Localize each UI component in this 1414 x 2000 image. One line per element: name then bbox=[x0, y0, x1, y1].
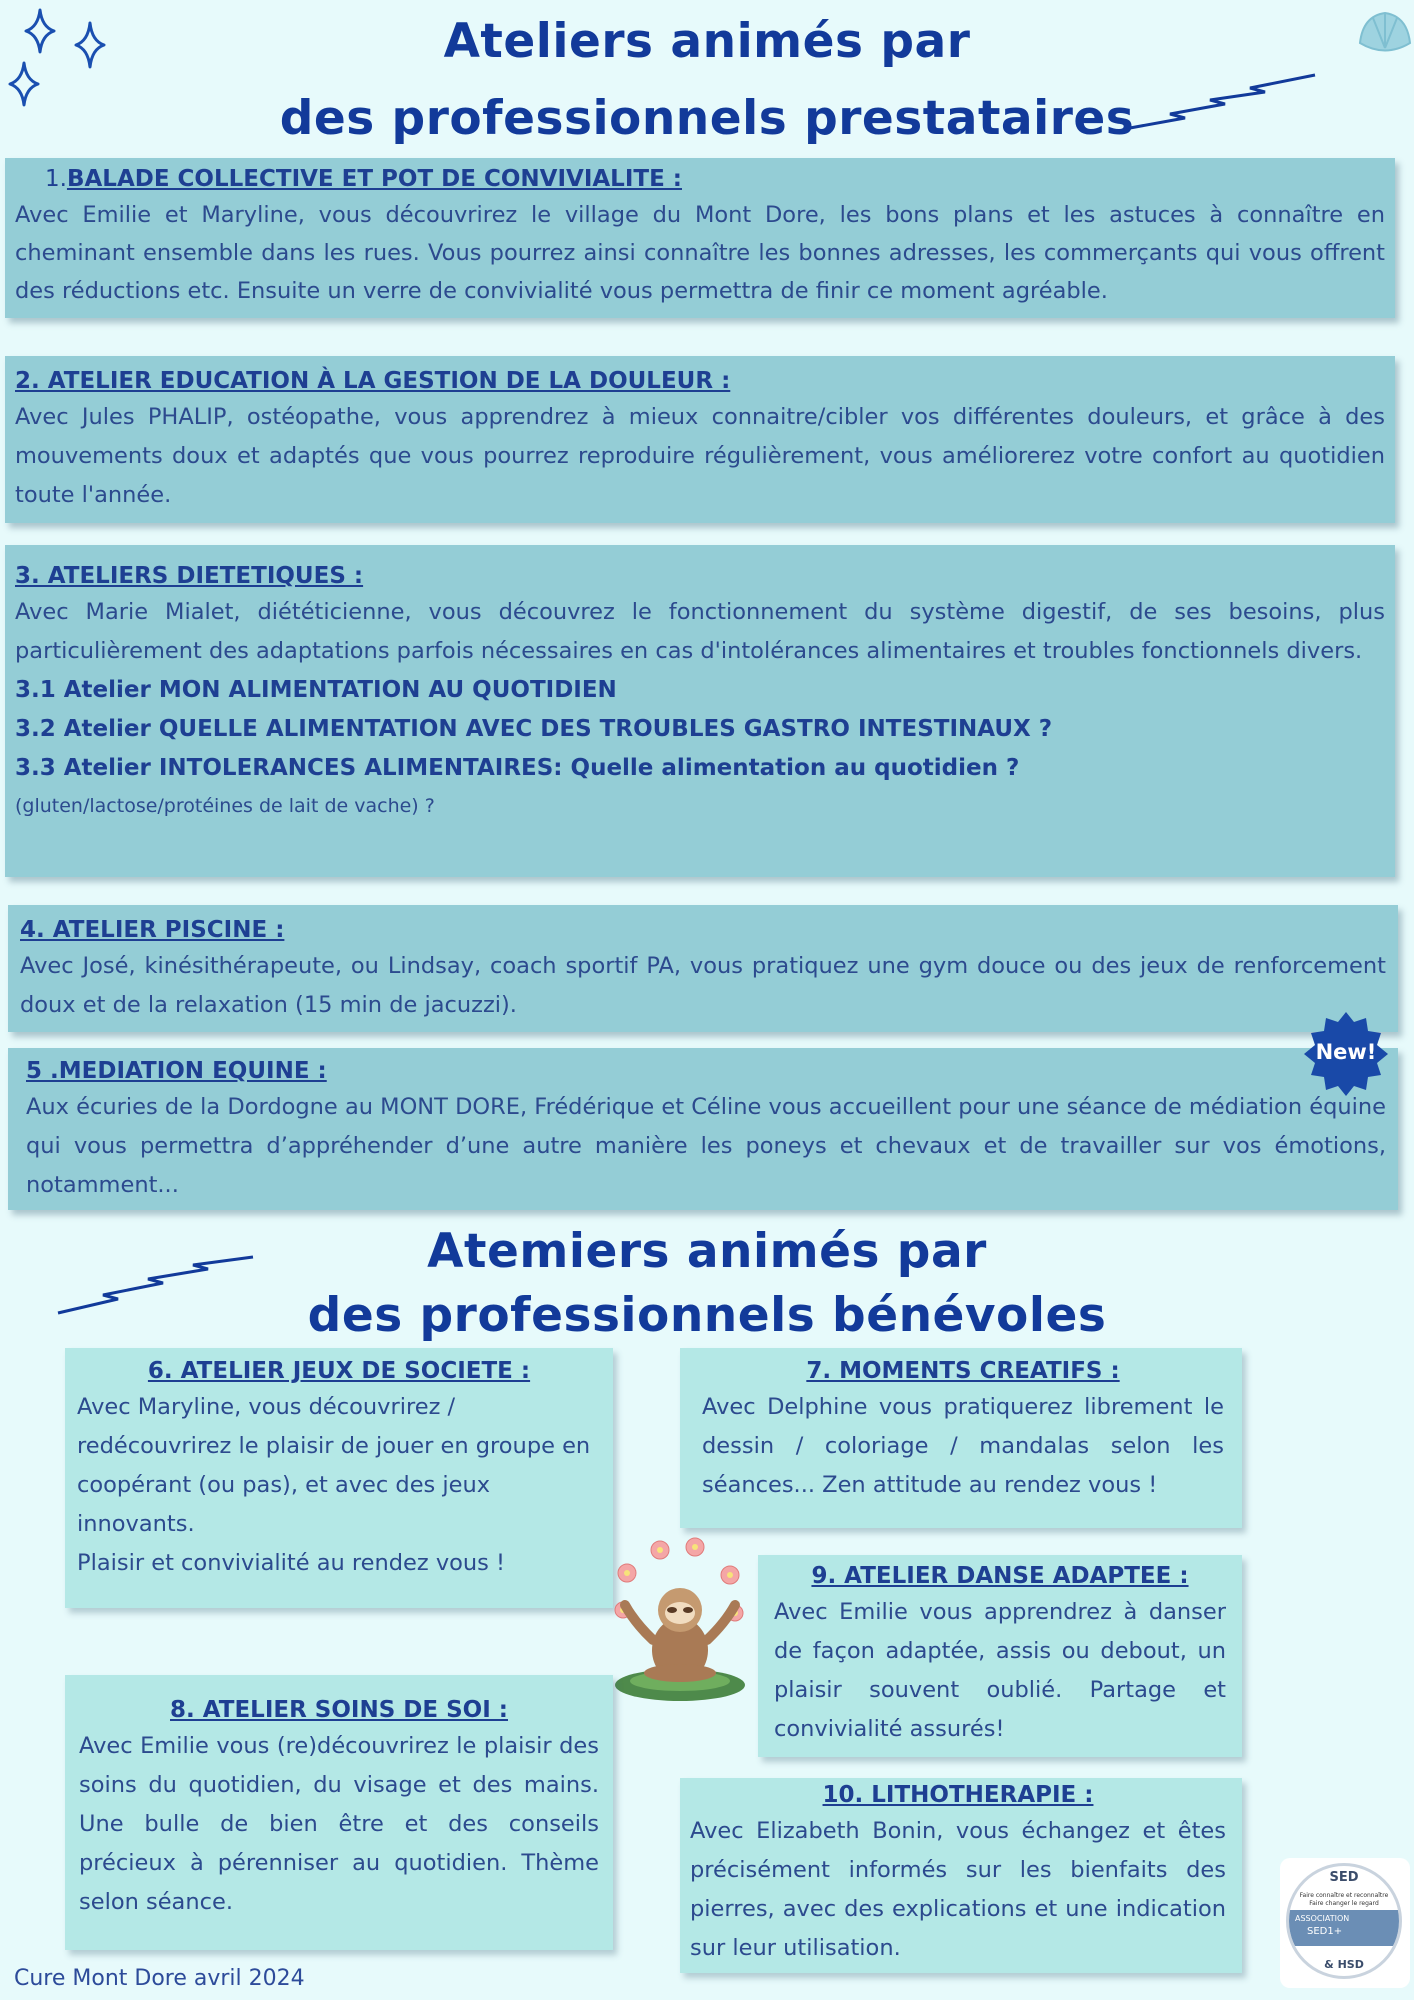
section-equine-heading: 5 .MEDIATION EQUINE : bbox=[26, 1058, 327, 1084]
section-dietetique-note: (gluten/lactose/protéines de lait de vache) ? bbox=[15, 795, 435, 817]
section-balade-heading bbox=[15, 162, 1385, 196]
zigzag-decoration bbox=[1130, 70, 1330, 130]
section-soins-heading: 8. ATELIER SOINS DE SOI : bbox=[170, 1697, 508, 1723]
section-dietetique-body: Avec Marie Mialet, diététicienne, vous découvrez le fonctionnement du système digestif, de ses besoins, plus particulièrement des adaptations parfois nécessaires en cas d'intolérances alimentaires et troubles fonctionnels divers. bbox=[15, 599, 1385, 664]
section-jeux-body: Avec Maryline, vous découvrirez / redécouvrirez le plaisir de jouer en groupe en coopérant (ou pas), et avec des jeux innovants. bbox=[77, 1394, 591, 1537]
logo-bottom-text: & HSD bbox=[1324, 1958, 1364, 1971]
logo-line2: Faire changer le regard bbox=[1309, 1900, 1379, 1907]
section-jeux-body2: Plaisir et convivialité au rendez vous ! bbox=[77, 1550, 506, 1576]
footer-text: Cure Mont Dore avril 2024 bbox=[14, 1966, 305, 1991]
section-jeux bbox=[65, 1348, 613, 1608]
section-dietetique-sub1: 3.1 Atelier MON ALIMENTATION AU QUOTIDIEN bbox=[15, 677, 617, 703]
section-creatifs-body: Avec Delphine vous pratiquerez librement le dessin / coloriage / mandalas selon les séances... Zen attitude au rendez vous ! bbox=[702, 1394, 1224, 1498]
section-balade bbox=[5, 158, 1395, 318]
section-equine bbox=[8, 1048, 1398, 1210]
section-litho-heading: 10. LITHOTHERAPIE : bbox=[822, 1782, 1094, 1808]
section-dietetique-sub2: 3.2 Atelier QUELLE ALIMENTATION AVEC DES TROUBLES GASTRO INTESTINAUX ? bbox=[15, 716, 1053, 742]
section-dietetique bbox=[5, 545, 1395, 877]
section-creatifs bbox=[680, 1348, 1242, 1528]
section-danse-heading: 9. ATELIER DANSE ADAPTEE : bbox=[811, 1563, 1189, 1589]
logo-line4: SED1+ bbox=[1307, 1926, 1343, 1937]
title-top-line1: Ateliers animés par bbox=[443, 14, 971, 69]
section-douleur bbox=[5, 356, 1395, 523]
section-balade-number: 1. bbox=[45, 166, 67, 192]
section-soins-body: Avec Emilie vous (re)découvrirez le plaisir des soins du quotidien, du visage et des mains. Une bulle de bien être et des conseils précieux à pérenniser au quotidien. Thème selon séance. bbox=[79, 1733, 599, 1915]
section-balade-body: Avec Emilie et Maryline, vous découvrirez le village du Mont Dore, les bons plans et les astuces à connaître en cheminant ensemble dans les rues. Vous pourrez ainsi connaître les bonnes adresses, les commerçants qui vous offrent des réductions etc. Ensuite un verre de convivialité vous permettra de finir ce moment agréable. bbox=[15, 202, 1385, 304]
section-piscine-body: Avec José, kinésithérapeute, ou Lindsay, coach sportif PA, vous pratiquez une gym douce ou des jeux de renforcement doux et de la relaxation (15 min de jacuzzi). bbox=[20, 953, 1386, 1018]
section-equine-body: Aux écuries de la Dordogne au MONT DORE, Frédérique et Céline vous accueillent pour une séance de médiation équine qui vous permettra d’appréhender d’une autre manière les poneys et chevaux et de travailler sur vos émotions, notamment... bbox=[26, 1094, 1386, 1198]
section-balade-title: BALADE COLLECTIVE ET POT DE CONVIVIALITE : bbox=[66, 166, 682, 192]
section-danse bbox=[758, 1555, 1242, 1757]
logo-top-text: SED bbox=[1329, 1870, 1359, 1885]
section-soins bbox=[65, 1675, 613, 1950]
section-danse-body: Avec Emilie vous apprendrez à danser de façon adaptée, assis ou debout, un plaisir souvent oublié. Partage et convivialité assurés! bbox=[774, 1599, 1226, 1742]
section-piscine bbox=[8, 905, 1398, 1032]
section-dietetique-heading: 3. ATELIERS DIETETIQUES : bbox=[15, 563, 364, 589]
title-bottom-line2: des professionnels bénévoles bbox=[307, 1288, 1107, 1343]
section-litho-body: Avec Elizabeth Bonin, vous échangez et êtes précisément informés sur les bienfaits des pierres, avec des explications et une indication sur leur utilisation. bbox=[690, 1818, 1226, 1961]
logo-line3: ASSOCIATION bbox=[1295, 1914, 1350, 1923]
section-litho bbox=[680, 1778, 1242, 1973]
section-dietetique-sub3: 3.3 Atelier INTOLERANCES ALIMENTAIRES: Quelle alimentation au quotidien ? bbox=[15, 755, 1020, 781]
section-douleur-heading: 2. ATELIER EDUCATION À LA GESTION DE LA DOULEUR : bbox=[15, 368, 731, 394]
section-piscine-heading: 4. ATELIER PISCINE : bbox=[20, 917, 285, 943]
association-logo bbox=[1280, 1858, 1410, 1988]
section-creatifs-heading: 7. MOMENTS CREATIFS : bbox=[806, 1358, 1120, 1384]
title-top-line2: des professionnels prestataires bbox=[279, 91, 1135, 146]
sloth-yoga-illustration bbox=[605, 1535, 755, 1715]
title-bottom bbox=[0, 1222, 1414, 1346]
section-jeux-heading: 6. ATELIER JEUX DE SOCIETE : bbox=[147, 1358, 531, 1384]
new-badge-label: New! bbox=[1315, 1040, 1377, 1064]
logo-line1: Faire connaître et reconnaître bbox=[1299, 1892, 1389, 1899]
section-douleur-body: Avec Jules PHALIP, ostéopathe, vous apprendrez à mieux connaitre/cibler vos différentes douleurs, et grâce à des mouvements doux et adaptés que vous pourrez reproduire régulièrement, vous améliorerez votre confort au quotidien toute l'année. bbox=[15, 404, 1385, 508]
title-bottom-line1: Atemiers animés par bbox=[427, 1224, 987, 1279]
